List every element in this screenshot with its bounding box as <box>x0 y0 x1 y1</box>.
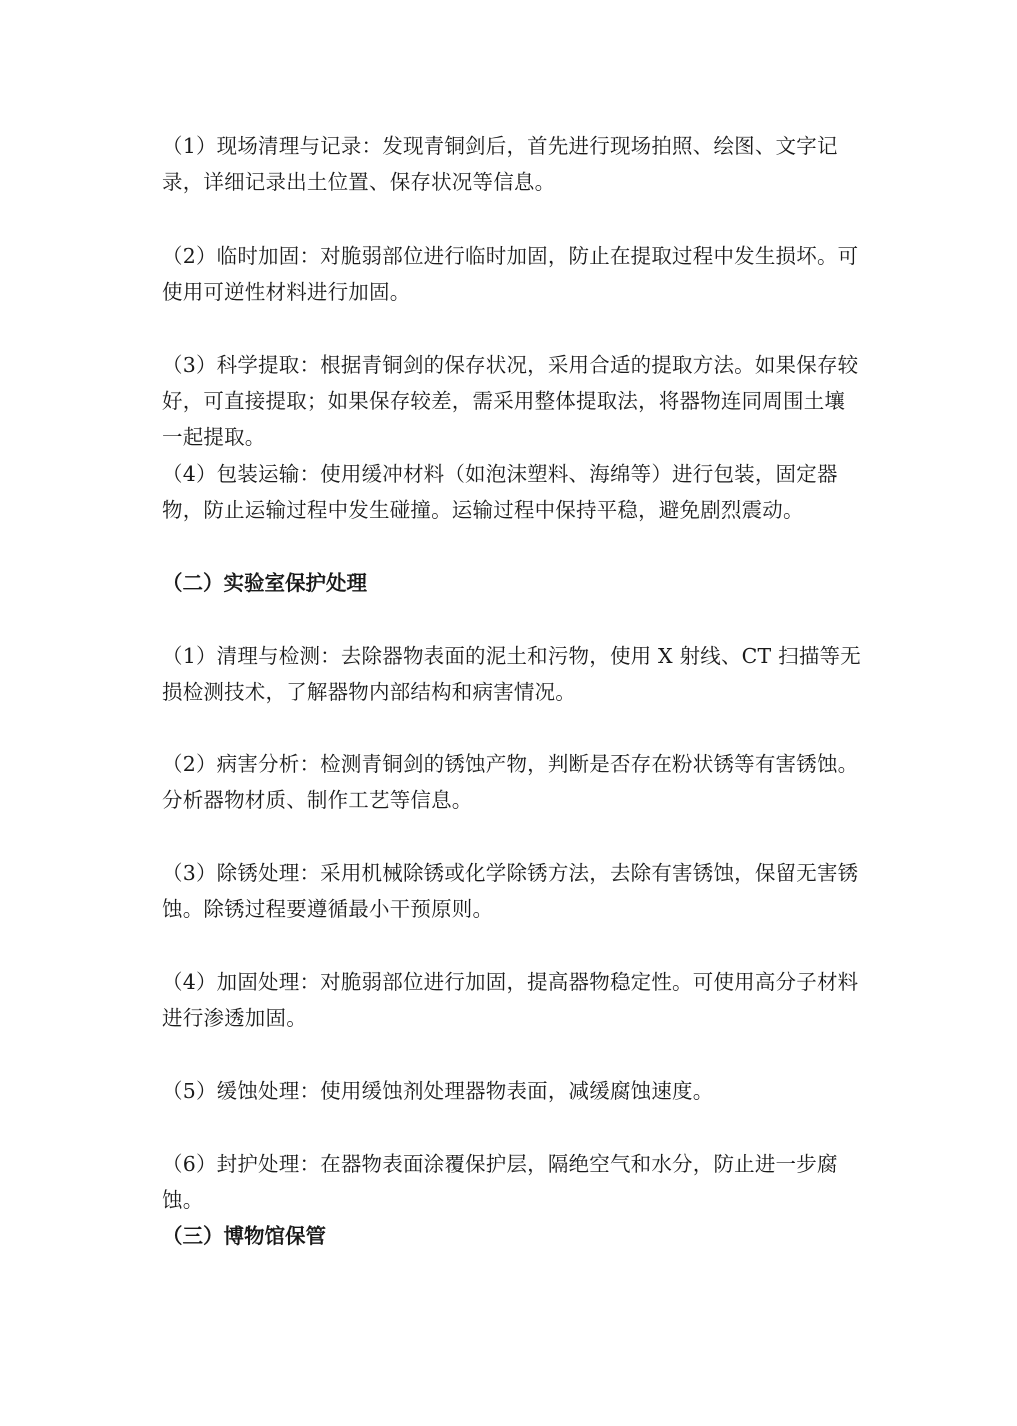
paragraph-sealing: （6）封护处理：在器物表面涂覆保护层，隔绝空气和水分，防止进一步腐蚀。 <box>162 1152 838 1212</box>
paragraph-packaging-transport: （4）包装运输：使用缓冲材料（如泡沫塑料、海绵等）进行包装，固定器物，防止运输过程中发生碰撞。运输过程中保持平稳，避免剧烈震动。 <box>162 462 838 522</box>
paragraph-corrosion-inhibition: （5）缓蚀处理：使用缓蚀剂处理器物表面，减缓腐蚀速度。 <box>162 1079 714 1103</box>
paragraph-disease-analysis: （2）病害分析：检测青铜剑的锈蚀产物，判断是否存在粉状锈等有害锈蚀。分析器物材质、制作工艺等信息。 <box>162 752 859 812</box>
paragraph-cleaning-detection: （1）清理与检测：去除器物表面的泥土和污物，使用 X 射线、CT 扫描等无损检测技术，了解器物内部结构和病害情况。 <box>162 644 861 704</box>
section-heading-museum-storage: （三）博物馆保管 <box>162 1224 326 1248</box>
paragraph-rust-removal: （3）除锈处理：采用机械除锈或化学除锈方法，去除有害锈蚀，保留无害锈蚀。除锈过程要遵循最小干预原则。 <box>162 861 859 921</box>
paragraph-site-cleaning: （1）现场清理与记录：发现青铜剑后，首先进行现场拍照、绘图、文字记录，详细记录出土位置、保存状况等信息。 <box>162 134 838 194</box>
paragraph-temporary-reinforcement: （2）临时加固：对脆弱部位进行临时加固，防止在提取过程中发生损坏。可使用可逆性材料进行加固。 <box>162 244 859 304</box>
paragraph-reinforcement: （4）加固处理：对脆弱部位进行加固，提高器物稳定性。可使用高分子材料进行渗透加固。 <box>162 970 859 1030</box>
section-heading-lab-protection: （二）实验室保护处理 <box>162 571 367 595</box>
paragraph-scientific-extraction: （3）科学提取：根据青铜剑的保存状况，采用合适的提取方法。如果保存较好，可直接提取；如果保存较差，需采用整体提取法，将器物连同周围土壤一起提取。 <box>162 353 859 449</box>
